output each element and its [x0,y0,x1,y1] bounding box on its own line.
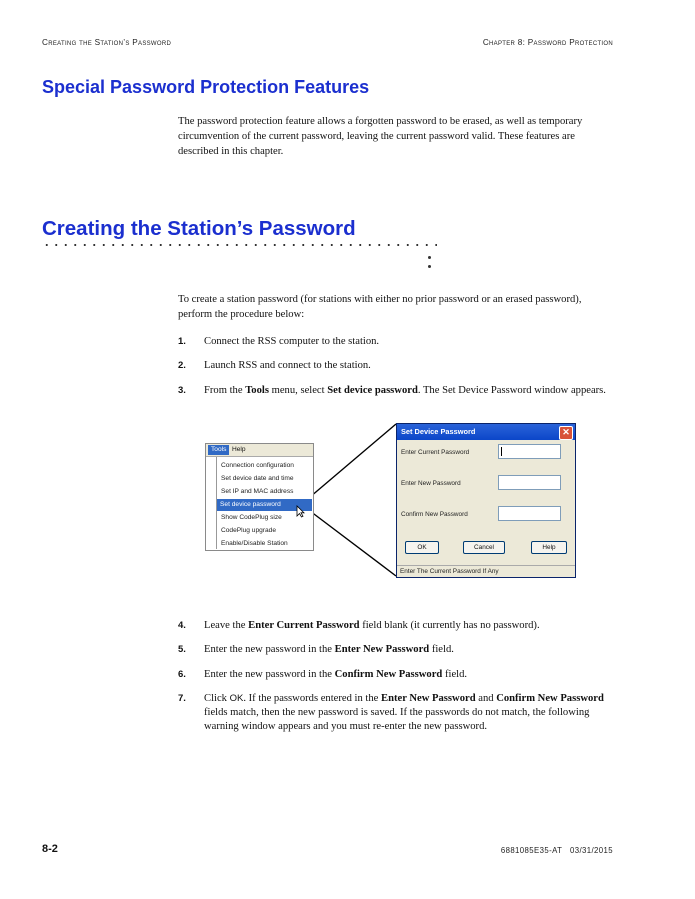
close-icon[interactable]: ✕ [559,426,573,440]
menu-item-show-codeplug-size[interactable]: Show CodePlug size [221,514,282,521]
confirm-new-password-input[interactable] [498,506,561,521]
cancel-button[interactable]: Cancel [463,541,505,554]
step-number: 1. [178,336,186,347]
help-button[interactable]: Help [531,541,567,554]
step-text: From the Tools menu, select Set device password. The Set Device Password window appears. [204,385,606,396]
step-6 [178,668,618,682]
menu-item-set-date-time[interactable]: Set device date and time [221,475,294,482]
dialog-title: Set Device Password [401,427,476,436]
menu-item-enable-disable-station[interactable]: Enable/Disable Station [221,540,288,547]
create-password-intro: To create a station password (for stations with either no prior password or an erased password), perform the procedure below: [178,294,582,320]
running-header-right: Chapter 8: Password Protection [482,38,613,47]
step-text: Leave the Enter Current Password field blank (it currently has no password). [204,620,540,631]
step-number: 6. [178,669,186,680]
step-number: 3. [178,385,186,396]
menu-bar [206,444,313,457]
step-number: 7. [178,693,186,704]
running-header-left: Creating the Station’s Password [42,38,172,47]
document-date: 03/31/2015 [569,846,613,855]
step-text: Enter the new password in the Enter New Password field. [204,644,454,655]
dialog-status-bar: Enter The Current Password If Any [397,565,575,577]
enter-new-password-input[interactable] [498,475,561,490]
mouse-cursor-icon [296,505,305,518]
set-device-password-dialog [396,423,576,578]
step-text: Connect the RSS computer to the station. [204,336,380,347]
step-text: Launch RSS and connect to the station. [204,360,371,371]
label-confirm-new-password: Confirm New Password [401,511,468,518]
menu-item-set-ip-mac[interactable]: Set IP and MAC address [221,488,294,495]
page-number: 8-2 [42,843,58,855]
step-4 [178,619,618,633]
section-heading-creating-password: Creating the Station’s Password [42,217,356,240]
menu-tools[interactable]: Tools [208,445,229,455]
menu-help[interactable]: Help [232,446,246,453]
dialog-title-bar [397,424,575,440]
enter-current-password-input[interactable] [498,444,561,459]
label-enter-current-password: Enter Current Password [401,449,470,456]
label-enter-new-password: Enter New Password [401,480,461,487]
special-features-paragraph: The password protection feature allows a forgotten password to be erased, as well as temporary circumvention of the current password, leaving the current password valid. These features are described in this chapter. [178,116,583,157]
step-text: Click OK. If the passwords entered in the Enter New Password and Confirm New Password fields match, then the new password is saved. If the passwords do not match, the following warning window appears and you must re-enter the new password. [204,693,604,732]
footer-doc-info [501,846,613,855]
step-7 [178,692,618,734]
tools-menu-screenshot [205,443,314,551]
menu-item-connection-configuration[interactable]: Connection configuration [221,462,294,469]
step-number: 2. [178,360,186,371]
step-number: 4. [178,620,186,631]
step-number: 5. [178,644,186,655]
section-heading-special-features: Special Password Protection Features [42,77,370,97]
menu-item-set-device-password[interactable]: Set device password [217,499,312,511]
ok-button[interactable]: OK [405,541,439,554]
document-number: 6881085E35-AT [500,846,563,855]
step-text: Enter the new password in the Confirm New Password field. [204,669,468,680]
step-5 [178,643,618,657]
menu-item-codeplug-upgrade[interactable]: CodePlug upgrade [221,527,276,534]
